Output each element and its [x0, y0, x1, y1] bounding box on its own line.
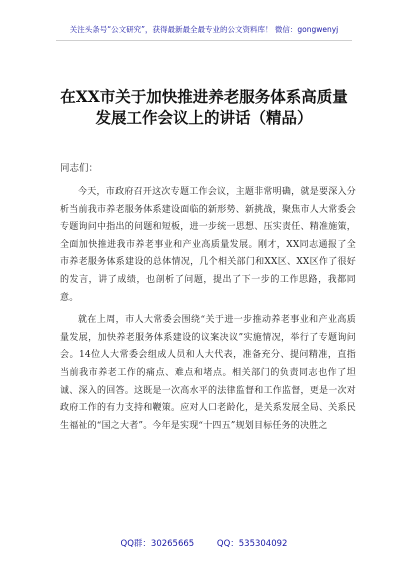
footer-qq: QQ：535304092 [216, 539, 288, 549]
document-body [60, 184, 356, 440]
footer [0, 537, 408, 549]
header-divider [56, 40, 352, 41]
header-note: 关注头条号“公文研究”，获得最新最全最专业的公文资料库！ 微信：gongwenyj [69, 25, 339, 34]
document-title: 在XX市关于加快推进养老服务体系高质量发展工作会议上的讲话（精品） [60, 87, 348, 127]
footer-qq-group: QQ群：30265665 [120, 539, 195, 549]
paragraph: 就在上周，市人大常委会围绕“关于进一步推动养老事业和产业高质量发展，加快养老服务体系建设的议案决议”实施情况，举行了专题询问会。14位人大常委会组成人员和人大代表，准备充分、提问精准，直指当前我市养老工作的痛点、难点和堵点。相关部门的负责同志也作了坦诚、深入的回答。这既是一次高水平的法律监督和工作监督，更是一次对政府工作的有力支持和鞭策。应对人口老龄化，是关系发展全局、关系民生福祉的“国之大者”。今年是实现“十四五”规划目标任务的决胜之 [60, 315, 356, 431]
salutation: 同志们： [60, 163, 99, 174]
paragraph: 今天，市政府召开这次专题工作会议，主题非常明确，就是要深入分析当前我市养老服务体系建设面临的新形势、新挑战，聚焦市人大常委会专题询问中指出的问题和短板，进一步统一思想、压实责任、精准施策，全面加快推进我市养老事业和产业高质量发展。刚才，XX同志通报了全市养老服务体系建设的总体情况，几个相关部门和XX区、XX区作了很好的发言，讲了成绩，也剖析了问题，提出了下一步的工作思路，我都同意。 [60, 187, 356, 303]
